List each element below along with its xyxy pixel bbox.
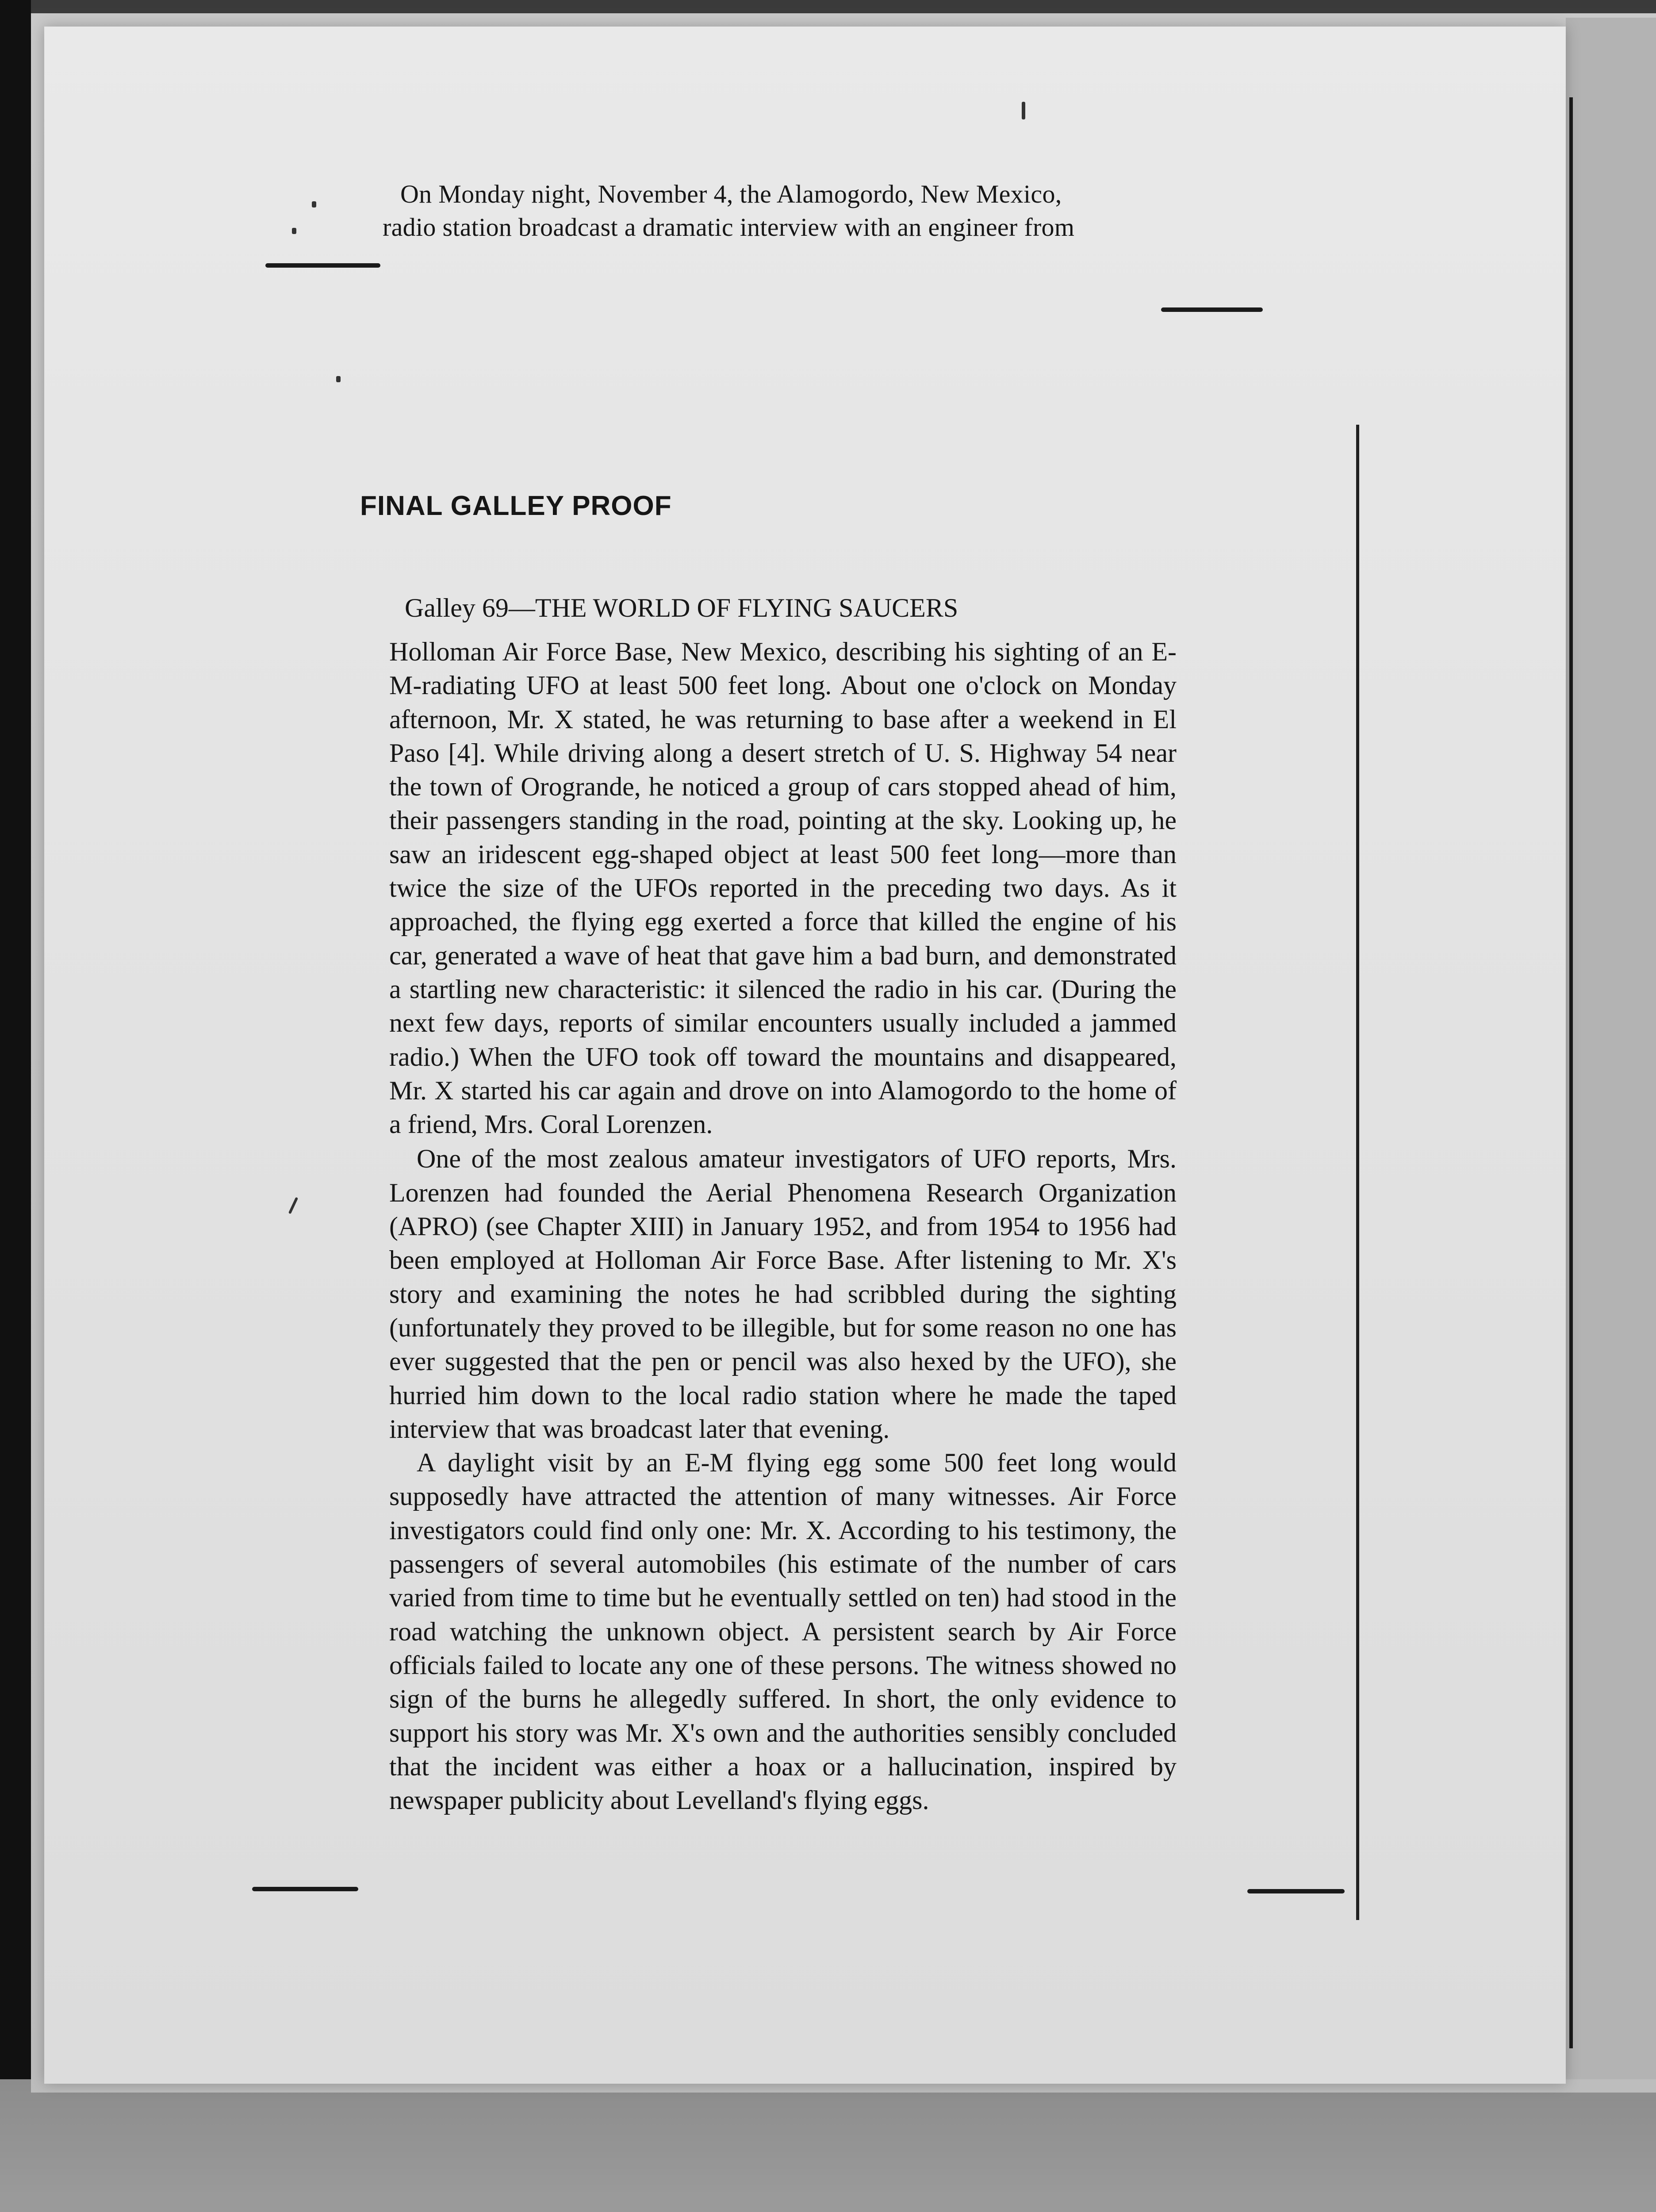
- table-surface: [0, 2079, 1656, 2212]
- proof-mark-top-right: [1161, 307, 1263, 312]
- speck-mark: [1022, 102, 1025, 119]
- speck-mark: [292, 228, 296, 234]
- top-fragment-line-2: radio station broadcast a dramatic interview with an engineer from: [383, 213, 1075, 242]
- speck-mark: [336, 376, 341, 382]
- galley-sheet: [44, 27, 1566, 2084]
- paragraph-1: Holloman Air Force Base, New Mexico, describing his sighting of an E-M-radiating UFO at least 500 feet long. About one o'clock on Monday afternoon, Mr. X stated, he was returning to base after a weekend in El Paso [4]. While driving along a desert stretch of U. S. Highway 54 near the town of Orogrande, he noticed a group of cars stopped ahead of him, their passengers standing in the road, pointing at the sky. Looking up, he saw an iridescent egg-shaped object at least 500 feet long—more than twice the size of the UFOs reported in the preceding two days. As it approached, the flying egg exerted a force that killed the engine of his car, generated a wave of heat that gave him a bad burn, and demonstrated a startling new characteristic: it silenced the radio in his car. (During the next few days, reports of similar encounters usually included a jammed radio.) When the UFO took off toward the mountains and disappeared, Mr. X started his car again and drove on into Alamogordo to the home of a friend, Mrs. Coral Lorenzen.: [389, 637, 1177, 1139]
- paragraph-2: One of the most zealous amateur investigators of UFO reports, Mrs. Lorenzen had founded the Aerial Phenomena Research Organization (APRO) (see Chapter XIII) in January 1952, and from 1954 to 1956 had been employed at Holloman Air Force Base. After listening to Mr. X's story and examining the notes he had scribbled during the sighting (unfortunately they proved to be illegible, but for some reason no one has ever suggested that the pen or pencil was also hexed by the UFO), she hurried him down to the local radio station where he made the taped interview that was broadcast later that evening.: [389, 1144, 1177, 1444]
- right-margin-strip: [1566, 18, 1656, 2079]
- speck-mark: [288, 1197, 298, 1214]
- proof-mark-bottom-right: [1247, 1889, 1345, 1893]
- final-galley-proof-label: FINAL GALLEY PROOF: [360, 491, 672, 521]
- galley-heading: Galley 69—THE WORLD OF FLYING SAUCERS: [405, 593, 958, 622]
- paragraph-3: A daylight visit by an E-M flying egg some 500 feet long would supposedly have attracted the attention of many witnesses. Air Force investigators could find only one: Mr. X. According to his testimony, the passengers of several automobiles (his estimate of the number of cars varied from time to time but he eventually settled on ten) had stood in the road watching the unknown object. A persistent search by Air Force officials failed to locate any one of these persons. The witness showed no sign of the burns he allegedly suffered. In short, the only evidence to support his story was Mr. X's own and the authorities sensibly concluded that the incident was either a hoax or a hallucination, inspired by newspaper publicity about Levelland's flying eggs.: [389, 1448, 1177, 1815]
- left-dark-edge: [0, 0, 31, 2079]
- speck-mark: [312, 201, 316, 207]
- column-rule: [1356, 425, 1359, 1920]
- proof-mark-top-left: [265, 263, 380, 268]
- right-margin-rule: [1569, 97, 1573, 2048]
- proof-mark-bottom-left: [252, 1887, 358, 1891]
- galley-body-text: [389, 635, 1177, 1817]
- top-fragment-line-1: On Monday night, November 4, the Alamogordo, New Mexico,: [400, 180, 1062, 208]
